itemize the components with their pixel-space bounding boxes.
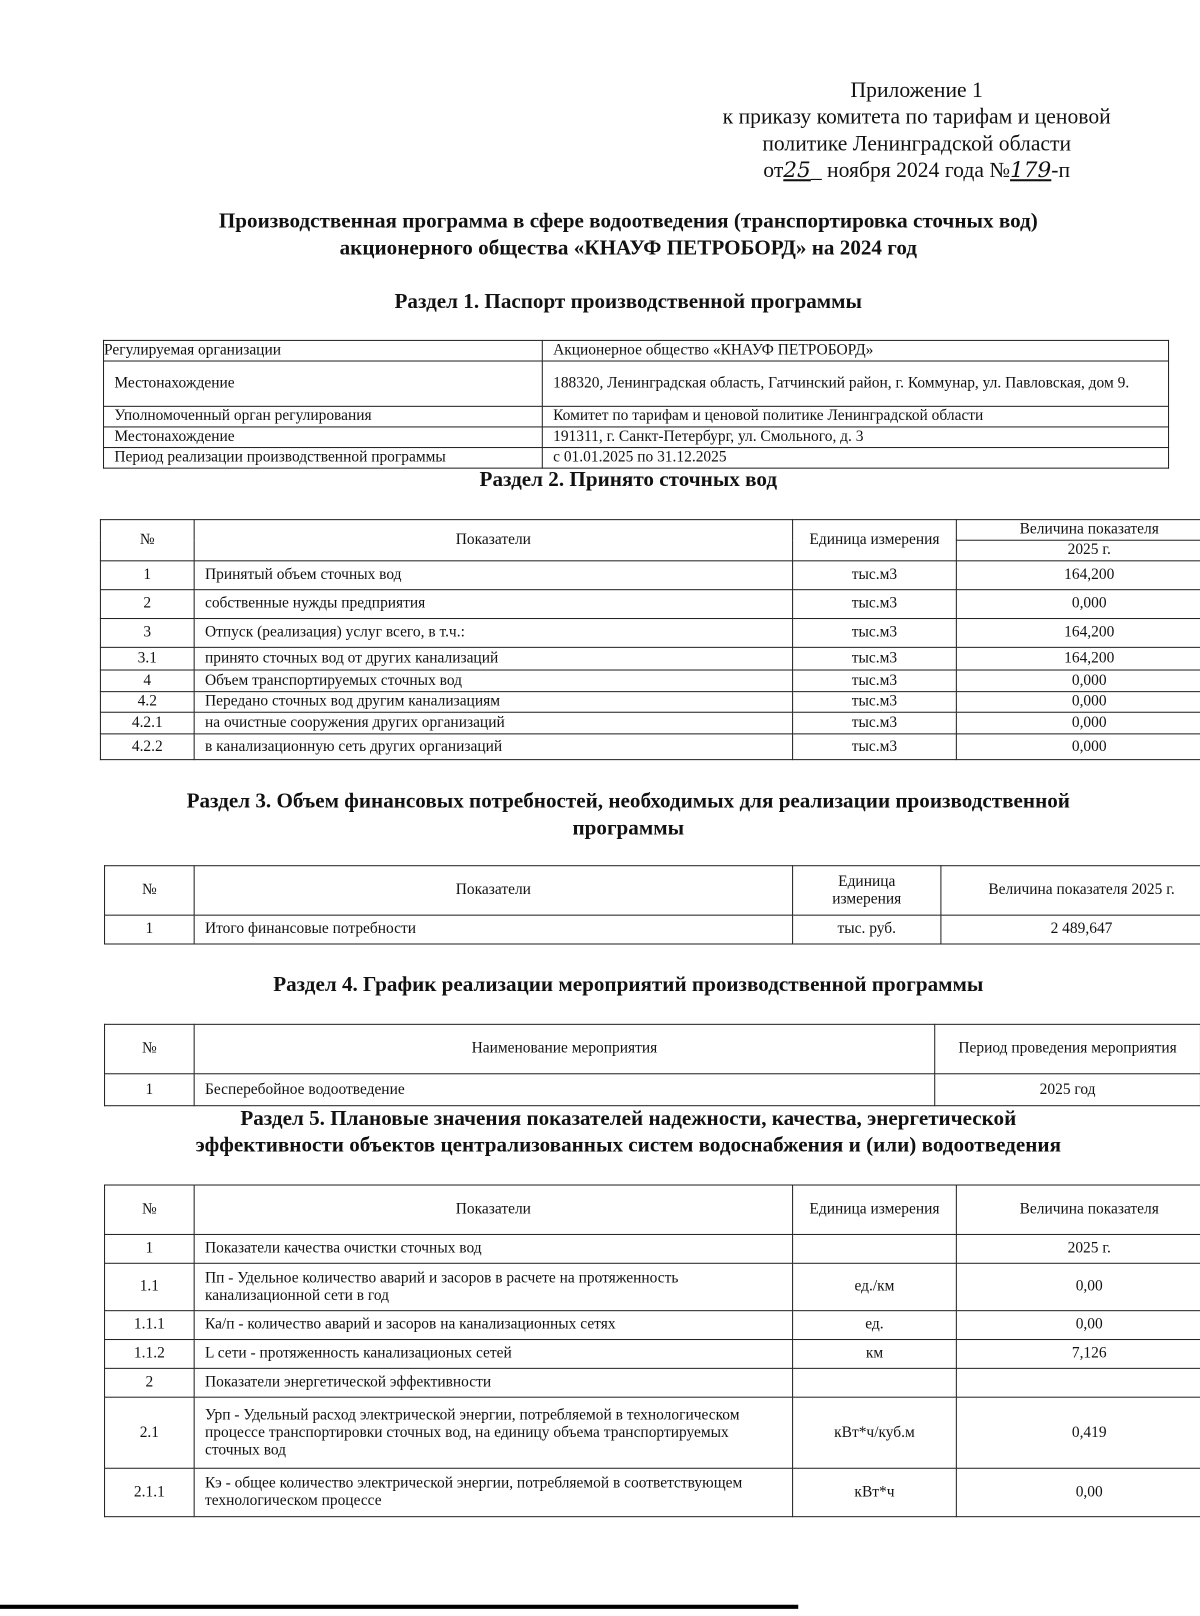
table-cell: с 01.01.2025 по 31.12.2025 [542, 448, 1168, 469]
table-cell: 0,000 [956, 590, 1200, 619]
table-cell: 2025 год [935, 1074, 1200, 1106]
table-row [100, 734, 1200, 760]
table-cell: на очистные сооружения других организаций [194, 712, 792, 734]
table-cell: 191311, г. Санкт-Петербург, ул. Смольного, д. 3 [542, 427, 1168, 448]
table-cell: 2.1.1 [105, 1468, 195, 1516]
table-cell: 0,00 [956, 1311, 1200, 1340]
table-cell: 0,000 [956, 692, 1200, 713]
table-cell: 4.2.1 [100, 712, 194, 734]
table-cell: 4.2.2 [100, 734, 194, 760]
order-line: политике Ленинградской области [762, 130, 1072, 156]
table-cell: Величина показателя [956, 1185, 1200, 1234]
table-cell: кВт*ч/куб.м [793, 1397, 957, 1468]
table-cell: принято сточных вод от других канализаций [194, 647, 792, 670]
table-cell: Акционерное общество «КНАУФ ПЕТРОБОРД» [542, 340, 1168, 361]
table-cell: тыс.м3 [793, 590, 957, 619]
table-cell: 188320, Ленинградская область, Гатчинский район, г. Коммунар, ул. Павловская, дом 9. [542, 361, 1168, 406]
table-row [104, 340, 1169, 361]
table-cell: Ка/п - количество аварий и засоров на канализационных сетях [194, 1311, 792, 1340]
table-cell: № [100, 520, 194, 561]
date-prefix: от [763, 157, 784, 183]
table-cell [793, 1368, 957, 1397]
table-row [105, 1263, 1200, 1310]
table-cell: 0,000 [956, 670, 1200, 692]
table-cell: Единица измерения [793, 520, 957, 561]
table-row [105, 1024, 1200, 1073]
heading-line: Раздел 3. Объем финансовых потребностей, необходимых для реализации производственной [186, 790, 1070, 813]
table-cell: 7,126 [956, 1340, 1200, 1369]
table-row [100, 619, 1200, 648]
table-row [100, 520, 1200, 541]
table-row [104, 448, 1169, 469]
table-cell: км [793, 1340, 957, 1369]
table-cell: 1.1.2 [105, 1340, 195, 1369]
table-cell: 4 [100, 670, 194, 692]
table-cell: Показатели [194, 866, 792, 915]
table-row [105, 866, 1200, 915]
table-cell: Отпуск (реализация) услуг всего, в т.ч.: [194, 619, 792, 648]
table-row [104, 361, 1169, 406]
table-cell: Бесперебойное водоотведение [194, 1074, 935, 1106]
table-cell: Наименование мероприятия [194, 1024, 935, 1073]
document-title [62, 208, 1195, 262]
table-cell: тыс.м3 [793, 734, 957, 760]
table-cell: 0,419 [956, 1397, 1200, 1468]
table-row [100, 647, 1200, 670]
table-cell: Итого финансовые потребности [194, 915, 792, 944]
table-cell: Показатели энергетической эффективности [194, 1368, 792, 1397]
table-row [105, 1340, 1200, 1369]
table-cell: Показатели качества очистки сточных вод [194, 1234, 792, 1263]
table-cell: Местонахождение [104, 361, 543, 406]
section5-heading [52, 1105, 1200, 1159]
table-cell: 0,00 [956, 1468, 1200, 1516]
table-cell: тыс. руб. [793, 915, 941, 944]
date-mid: ноября 2024 года № [827, 157, 1011, 183]
table-cell: Уполномоченный орган регулирования [104, 406, 543, 427]
table-cell: собственные нужды предприятия [194, 590, 792, 619]
table-cell: тыс.м3 [793, 692, 957, 713]
table-cell: Единица измерения [793, 866, 941, 915]
finance-table [104, 865, 1200, 944]
table-cell: Принятый объем сточных вод [194, 561, 792, 590]
table-cell: кВт*ч [793, 1468, 957, 1516]
table-cell [793, 1234, 957, 1263]
table-row [105, 1074, 1200, 1106]
table-row [100, 692, 1200, 713]
schedule-table [104, 1024, 1200, 1106]
table-cell: Показатели [194, 520, 792, 561]
heading-line: программы [572, 816, 685, 840]
table-row [105, 1185, 1200, 1234]
heading-line: эффективности объектов централизованных систем водоснабжения и (или) водоотведения [195, 1134, 1061, 1157]
table-cell: тыс.м3 [793, 561, 957, 590]
handwritten-number: 179 [1010, 157, 1052, 183]
appendix-title: Приложение 1 [850, 77, 983, 102]
table-cell: Комитет по тарифам и ценовой политике Ленинградской области [542, 406, 1168, 427]
table-cell: 2025 г. [956, 540, 1200, 561]
table-cell: тыс.м3 [793, 670, 957, 692]
table-row [105, 1234, 1200, 1263]
section4-heading: Раздел 4. График реализации мероприятий производственной программы [273, 973, 984, 997]
table-cell: 4.2 [100, 692, 194, 713]
table-row [105, 915, 1200, 944]
table-cell: Величина показателя 2025 г. [941, 866, 1200, 915]
title-line: Производственная программа в сфере водоотведения (транспортировка сточных вод) [218, 210, 1038, 233]
table-cell: 3.1 [100, 647, 194, 670]
table-cell: 0,000 [956, 734, 1200, 760]
table-cell: тыс.м3 [793, 712, 957, 734]
table-cell: 164,200 [956, 561, 1200, 590]
table-cell: Период проведения мероприятия [935, 1024, 1200, 1073]
scan-edge-line [0, 1605, 798, 1609]
table-row [105, 1368, 1200, 1397]
appendix-header [659, 76, 1174, 183]
table-cell: ед./км [793, 1263, 957, 1310]
table-row [105, 1397, 1200, 1468]
table-row [100, 590, 1200, 619]
wastewater-table [100, 519, 1200, 760]
table-cell: 2 [105, 1368, 195, 1397]
table-row [105, 1311, 1200, 1340]
table-cell: Период реализации производственной программы [104, 448, 543, 469]
table-cell: Регулируемая организации [104, 340, 543, 361]
table-cell: 164,200 [956, 619, 1200, 648]
passport-table [103, 340, 1169, 469]
table-row [104, 406, 1169, 427]
table-cell: тыс.м3 [793, 647, 957, 670]
table-cell: Урп - Удельный расход электрической энергии, потребляемой в технологическом процессе транспортировки сточных вод, на единицу объема транспортируемых сточных вод [194, 1397, 792, 1468]
table-cell: 3 [100, 619, 194, 648]
table-cell: 2 [100, 590, 194, 619]
handwritten-day: 25 [783, 157, 811, 183]
section2-heading: Раздел 2. Принято сточных вод [479, 468, 778, 492]
table-cell: ед. [793, 1311, 957, 1340]
table-row [100, 670, 1200, 692]
table-cell: 0,00 [956, 1263, 1200, 1310]
table-cell: № [105, 866, 195, 915]
table-cell: в канализационную сеть других организаций [194, 734, 792, 760]
table-cell: 1 [105, 915, 195, 944]
indicators-table [104, 1185, 1200, 1518]
section1-heading: Раздел 1. Паспорт производственной программы [394, 290, 863, 314]
table-cell: 2.1 [105, 1397, 195, 1468]
table-cell: Местонахождение [104, 427, 543, 448]
table-cell: Единица измерения [793, 1185, 957, 1234]
table-row [105, 1468, 1200, 1516]
table-cell: Кэ - общее количество электрической энергии, потребляемой в соответствующем технологическом процессе [194, 1468, 792, 1516]
table-cell: № [105, 1185, 195, 1234]
table-cell: Величина показателя [956, 520, 1200, 541]
table-cell [956, 1368, 1200, 1397]
table-cell: Объем транспортируемых сточных вод [194, 670, 792, 692]
order-line: к приказу комитета по тарифам и ценовой [722, 104, 1111, 129]
table-cell: 1 [105, 1234, 195, 1263]
heading-line: Раздел 5. Плановые значения показателей надежности, качества, энергетической [240, 1107, 1017, 1130]
table-cell: 164,200 [956, 647, 1200, 670]
table-cell: 1.1 [105, 1263, 195, 1310]
table-cell: Показатели [194, 1185, 792, 1234]
title-line: акционерного общества «КНАУФ ПЕТРОБОРД» на 2024 год [339, 236, 917, 260]
table-cell: Передано сточных вод другим канализациям [194, 692, 792, 713]
table-cell: 0,000 [956, 712, 1200, 734]
table-cell: 2025 г. [956, 1234, 1200, 1263]
table-cell: № [105, 1024, 195, 1073]
table-cell: Пп - Удельное количество аварий и засоров в расчете на протяженность канализационной сети в год [194, 1263, 792, 1310]
table-cell: L сети - протяженность канализационых сетей [194, 1340, 792, 1369]
table-cell: 1.1.1 [105, 1311, 195, 1340]
section3-heading [52, 788, 1200, 842]
table-cell: 2 489,647 [941, 915, 1200, 944]
table-cell: 1 [105, 1074, 195, 1106]
table-row [100, 561, 1200, 590]
number-suffix: -п [1051, 157, 1071, 183]
order-date-line: от25_ ноября 2024 года №179-п [763, 157, 1071, 183]
table-row [104, 427, 1169, 448]
table-cell: 1 [100, 561, 194, 590]
table-row [100, 712, 1200, 734]
table-cell: тыс.м3 [793, 619, 957, 648]
